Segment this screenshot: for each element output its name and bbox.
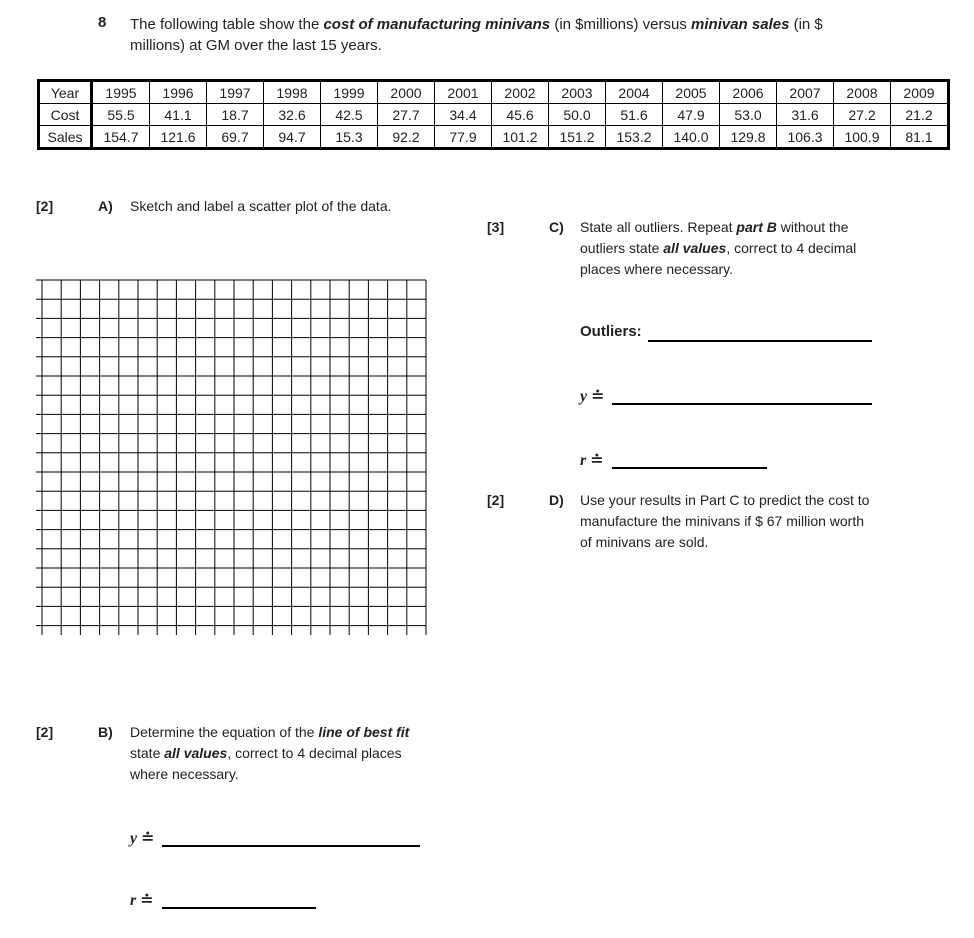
part-d-marks: [2] (487, 492, 505, 508)
part-b-y-label: y ≐ (130, 830, 155, 847)
part-b-bold-1: line of best fit (318, 724, 410, 740)
row-label-cost: Cost (39, 104, 92, 126)
part-b-bold-2: all values (164, 745, 228, 761)
part-c-r-answer-line[interactable] (612, 467, 767, 469)
sales-cell: 81.1 (891, 126, 949, 149)
year-cell: 1995 (92, 81, 150, 104)
part-c-text-2: without the outliers state (580, 219, 849, 256)
year-cell: 2001 (435, 81, 492, 104)
row-label-sales: Sales (39, 126, 92, 149)
cost-cell: 18.7 (207, 104, 264, 126)
cost-cell: 42.5 (321, 104, 378, 126)
sales-cell: 94.7 (264, 126, 321, 149)
sales-cell: 121.6 (150, 126, 207, 149)
year-cell: 2008 (834, 81, 891, 104)
outliers-answer-line[interactable] (648, 340, 872, 342)
cost-cell: 32.6 (264, 104, 321, 126)
sales-cell: 106.3 (777, 126, 834, 149)
cost-cell: 50.0 (549, 104, 606, 126)
cost-cell: 41.1 (150, 104, 207, 126)
cost-cell: 47.9 (663, 104, 720, 126)
part-b-marks: [2] (36, 724, 54, 740)
part-c-text-1: State all outliers. Repeat (580, 219, 737, 235)
part-d-text: Use your results in Part C to predict the cost to manufacture the minivans if $ 67 million worth of minivans are sold. (580, 492, 870, 550)
part-b-text-1: Determine the equation of the (130, 724, 319, 740)
table-row-cost (39, 104, 949, 126)
part-b-y-answer-line[interactable] (162, 845, 420, 847)
question-bold-cost: cost of manufacturing minivans (323, 16, 551, 33)
part-c-y-label: y ≐ (580, 388, 605, 405)
part-a-marks: [2] (36, 198, 54, 214)
year-cell: 2000 (378, 81, 435, 104)
part-c-r-label: r ≐ (580, 452, 604, 469)
sales-cell: 129.8 (720, 126, 777, 149)
table-row-year (39, 81, 949, 104)
year-cell: 2004 (606, 81, 663, 104)
sales-cell: 101.2 (492, 126, 549, 149)
year-cell: 2006 (720, 81, 777, 104)
part-c-bold-2: all values (663, 240, 727, 256)
year-cell: 2005 (663, 81, 720, 104)
sales-cell: 140.0 (663, 126, 720, 149)
question-text-suffix: (in $ millions) at GM over the last 15 years. (130, 16, 823, 54)
question-bold-sales: minivan sales (691, 16, 790, 33)
table-row-sales (39, 126, 949, 149)
sales-cell: 69.7 (207, 126, 264, 149)
cost-cell: 27.2 (834, 104, 891, 126)
question-text (130, 14, 850, 56)
year-cell: 2002 (492, 81, 549, 104)
part-c-bold-1: part B (736, 219, 777, 235)
cost-cell: 31.6 (777, 104, 834, 126)
year-cell: 1999 (321, 81, 378, 104)
cost-cell: 34.4 (435, 104, 492, 126)
sales-cell: 92.2 (378, 126, 435, 149)
sales-cell: 15.3 (321, 126, 378, 149)
part-b-label: B) (98, 724, 113, 740)
part-c-y-answer-line[interactable] (612, 403, 872, 405)
part-b-r-answer-line[interactable] (162, 907, 316, 909)
sales-cell: 153.2 (606, 126, 663, 149)
cost-cell: 45.6 (492, 104, 549, 126)
scatter-plot-grid[interactable] (30, 270, 430, 635)
cost-cell: 27.7 (378, 104, 435, 126)
cost-cell: 51.6 (606, 104, 663, 126)
part-b-text-2: state (130, 745, 165, 761)
year-cell: 2009 (891, 81, 949, 104)
part-c-text (580, 217, 870, 280)
year-cell: 1998 (264, 81, 321, 104)
cost-cell: 53.0 (720, 104, 777, 126)
part-c-label: C) (549, 219, 564, 235)
question-text-mid: (in $millions) versus (550, 16, 692, 33)
sales-cell: 151.2 (549, 126, 606, 149)
part-b-text (130, 722, 440, 785)
part-b-r-label: r ≐ (130, 892, 154, 909)
row-label-year: Year (39, 81, 92, 104)
part-b-text-3: , correct to 4 decimal places where necessary. (130, 745, 402, 782)
sales-cell: 100.9 (834, 126, 891, 149)
data-table (37, 79, 950, 150)
year-cell: 1996 (150, 81, 207, 104)
part-a-label: A) (98, 198, 113, 214)
question-number: 8 (98, 14, 107, 31)
part-c-text-3: , correct to 4 decimal places where necessary. (580, 240, 857, 277)
part-a-text: Sketch and label a scatter plot of the data. (130, 198, 392, 214)
year-cell: 1997 (207, 81, 264, 104)
year-cell: 2003 (549, 81, 606, 104)
question-text-prefix: The following table show the (130, 16, 324, 33)
sales-cell: 77.9 (435, 126, 492, 149)
part-d-label: D) (549, 492, 564, 508)
cost-cell: 55.5 (92, 104, 150, 126)
year-cell: 2007 (777, 81, 834, 104)
cost-cell: 21.2 (891, 104, 949, 126)
sales-cell: 154.7 (92, 126, 150, 149)
outliers-label: Outliers: (580, 323, 642, 340)
part-c-marks: [3] (487, 219, 505, 235)
